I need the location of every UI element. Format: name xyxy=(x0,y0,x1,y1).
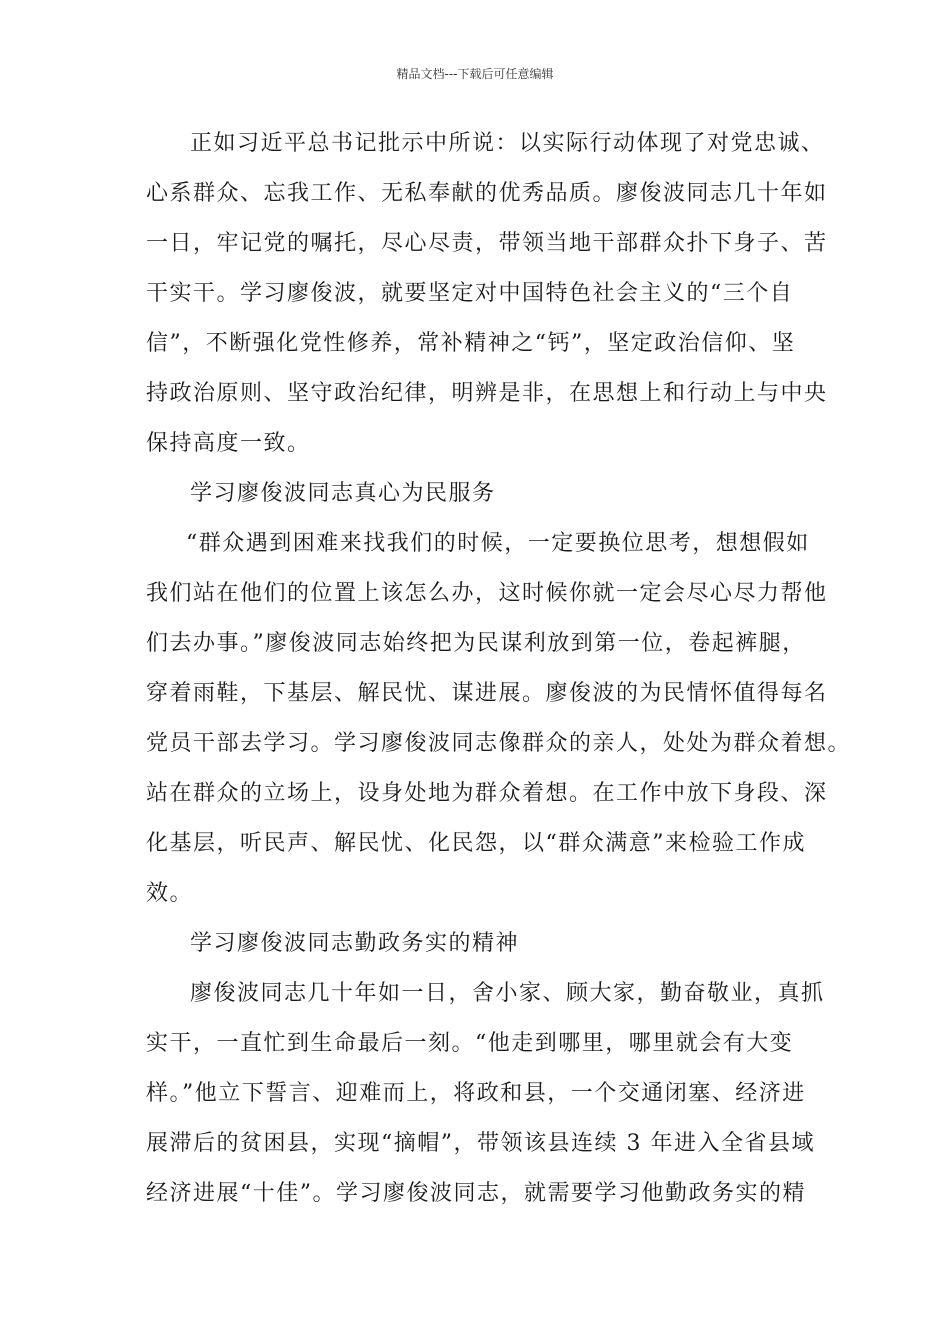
paragraph-serve-people xyxy=(146,526,852,926)
text-line: 效。 xyxy=(146,881,194,906)
section-heading: 学习廖俊波同志真心为民服务 xyxy=(190,481,496,506)
text-line: 正如习近平总书记批示中所说：以实际行动体现了对党忠诚、 xyxy=(190,131,825,156)
text-line: 化基层，听民声、解民忧、化民怨，以“群众满意”来检验工作成 xyxy=(146,831,806,856)
section-heading-diligence xyxy=(146,926,810,976)
section-heading-serve-people xyxy=(146,476,810,526)
text-line: 持政治原则、坚守政治纪律，明辨是非，在思想上和行动上与中央 xyxy=(146,381,828,406)
text-line: “群众遇到困难来找我们的时候，一定要换位思考，想想假如 xyxy=(186,531,810,556)
text-line: 样。”他立下誓言、迎难而上，将政和县，一个交通闭塞、经济进 xyxy=(146,1081,806,1106)
text-line: 经济进展“十佳”。学习廖俊波同志，就需要学习他勤政务实的精 xyxy=(146,1181,806,1206)
text-line: 廖俊波同志几十年如一日，舍小家、顾大家，勤奋敬业，真抓 xyxy=(190,981,825,1006)
text-line: 穿着雨鞋，下基层、解民忧、谋进展。廖俊波的为民情怀值得每名 xyxy=(146,681,828,706)
paragraph-loyalty xyxy=(146,126,828,476)
text-line: 实干，一直忙到生命最后一刻。“他走到哪里，哪里就会有大变 xyxy=(146,1031,794,1056)
text-line: 信”，不断强化党性修养，常补精神之“钙”，坚定政治信仰、坚 xyxy=(146,331,796,356)
text-line: 保持高度一致。 xyxy=(146,431,311,456)
text-line: 站在群众的立场上，设身处地为群众着想。在工作中放下身段、深 xyxy=(146,781,828,806)
page-header: 精品文档---下载后可任意编辑 xyxy=(396,67,554,81)
text-line: 我们站在他们的位置上该怎么办，这时候你就一定会尽心尽力帮他 xyxy=(146,581,828,606)
text-line: 干实干。学习廖俊波，就要坚定对中国特色社会主义的“三个自 xyxy=(146,281,794,306)
paragraph-diligence xyxy=(146,976,825,1226)
text-line: 展滞后的贫困县，实现“摘帽”，带领该县连续 3 年进入全省县域 xyxy=(146,1131,815,1156)
text-line: 一日，牢记党的嘱托，尽心尽责，带领当地干部群众扑下身子、苦 xyxy=(146,231,828,256)
text-line: 心系群众、忘我工作、无私奉献的优秀品质。廖俊波同志几十年如 xyxy=(146,181,828,206)
section-heading: 学习廖俊波同志勤政务实的精神 xyxy=(190,931,520,956)
document-body xyxy=(146,126,852,1226)
text-line: 党员干部去学习。学习廖俊波同志像群众的亲人，处处为群众着想。 xyxy=(146,731,852,756)
text-line: 们去办事。”廖俊波同志始终把为民谋利放到第一位，卷起裤腿， xyxy=(146,631,806,656)
